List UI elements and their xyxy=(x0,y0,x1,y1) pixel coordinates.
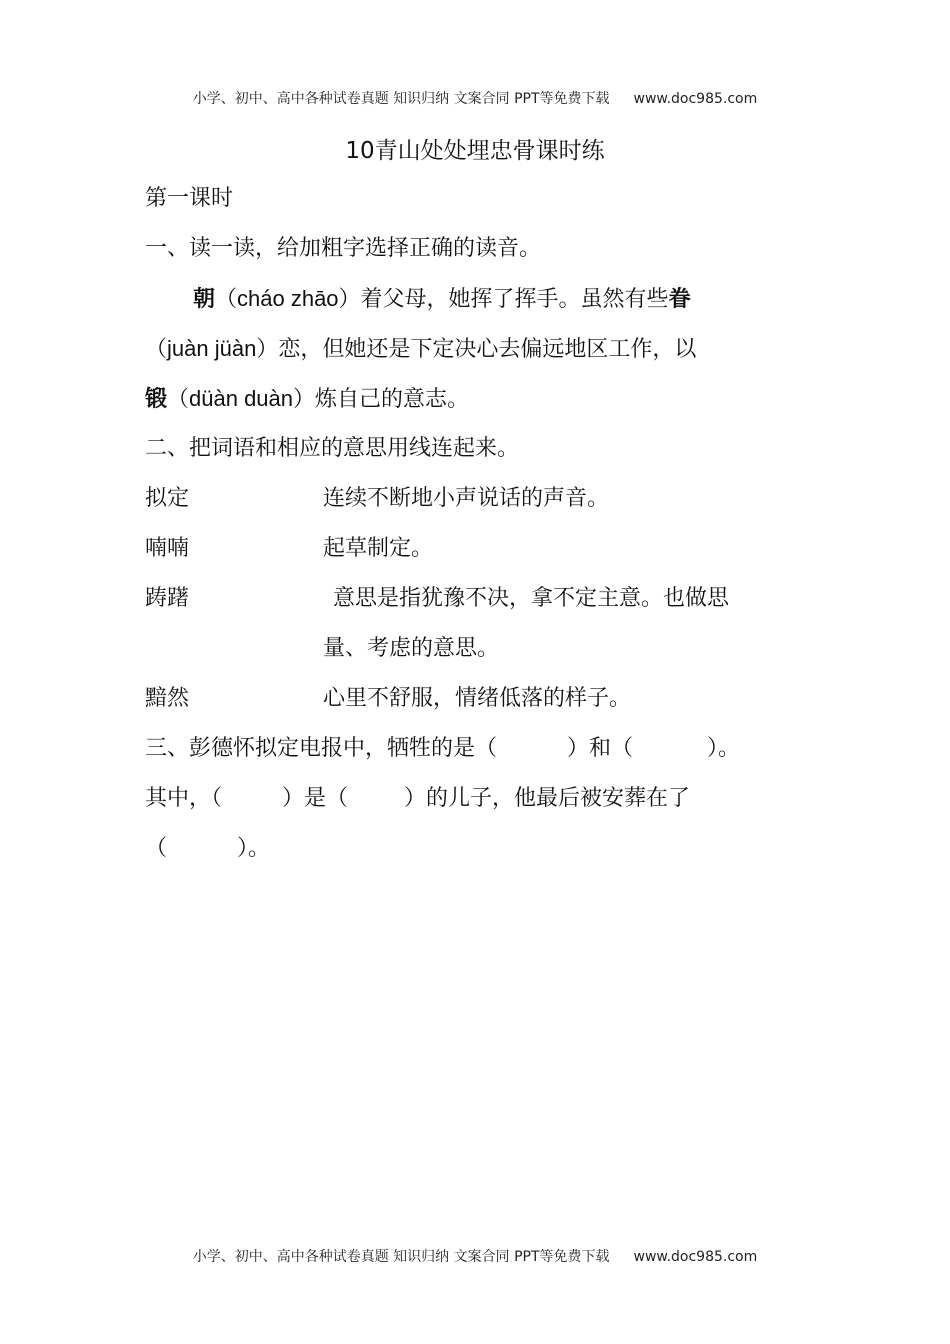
bold-char-3: 锻 xyxy=(145,387,168,412)
page-footer xyxy=(0,1246,950,1266)
header-site[interactable]: www.doc985.com xyxy=(633,91,758,107)
page-title: 10青山处处埋忠骨课时练 xyxy=(345,138,605,164)
q1-text-3: 炼自己的意志。 xyxy=(315,387,470,412)
bold-char-1: 朝 xyxy=(193,287,216,312)
q3-line-2 xyxy=(145,784,690,814)
q1-heading: 一、读一读，给加粗字选择正确的读音。 xyxy=(145,236,542,261)
q3-text-c: ）。 xyxy=(707,736,741,761)
footer-site[interactable]: www.doc985.com xyxy=(633,1249,758,1265)
term-3: 踌躇 xyxy=(145,586,190,611)
term-1: 拟定 xyxy=(145,486,190,511)
lesson-label: 第一课时 xyxy=(145,186,234,211)
q1-line-1 xyxy=(193,284,691,315)
term-2: 喃喃 xyxy=(145,536,190,561)
q1-text-2: 恋，但她还是下定决心去偏远地区工作，以 xyxy=(278,337,697,362)
q3-text-h: ）。 xyxy=(237,836,271,861)
q3-text-g: （ xyxy=(145,836,168,861)
q3-text-a: 三、彭德怀拟定电报中，牺牲的是（ xyxy=(145,736,498,761)
q3-text-b: ）和（ xyxy=(567,736,634,761)
bold-char-2: 眷 xyxy=(668,287,691,312)
pinyin-2: （juàn jüàn） xyxy=(145,336,279,361)
q3-text-d: 其中，（ xyxy=(145,786,223,811)
q3-line-3 xyxy=(145,834,270,864)
header-text: 小学、初中、高中各种试卷真题 知识归纳 文案合同 PPT等免费下载 xyxy=(192,91,610,107)
q1-text-1: 着父母，她挥了挥手。虽然有些 xyxy=(360,287,669,312)
pinyin-1: （cháo zhāo） xyxy=(215,286,361,311)
q2-heading: 二、把词语和相应的意思用线连起来。 xyxy=(145,436,520,461)
definition-3-cont: 量、考虑的意思。 xyxy=(323,636,500,661)
definition-3: 意思是指犹豫不决，拿不定主意。也做思 xyxy=(333,586,730,611)
definition-1: 连续不断地小声说话的声音。 xyxy=(323,486,610,511)
q3-line-1 xyxy=(145,734,740,764)
footer-text: 小学、初中、高中各种试卷真题 知识归纳 文案合同 PPT等免费下载 xyxy=(192,1249,610,1265)
definition-2: 起草制定。 xyxy=(323,536,434,561)
page-header xyxy=(0,88,950,108)
term-4: 黯然 xyxy=(145,686,190,711)
pinyin-3: （düàn duàn） xyxy=(167,386,316,411)
q1-line-3 xyxy=(145,384,469,415)
q1-line-2 xyxy=(145,334,696,365)
definition-4: 心里不舒服，情绪低落的样子。 xyxy=(323,686,632,711)
q3-text-e: ）是（ xyxy=(282,786,349,811)
q3-text-f: ）的儿子，他最后被安葬在了 xyxy=(404,786,691,811)
